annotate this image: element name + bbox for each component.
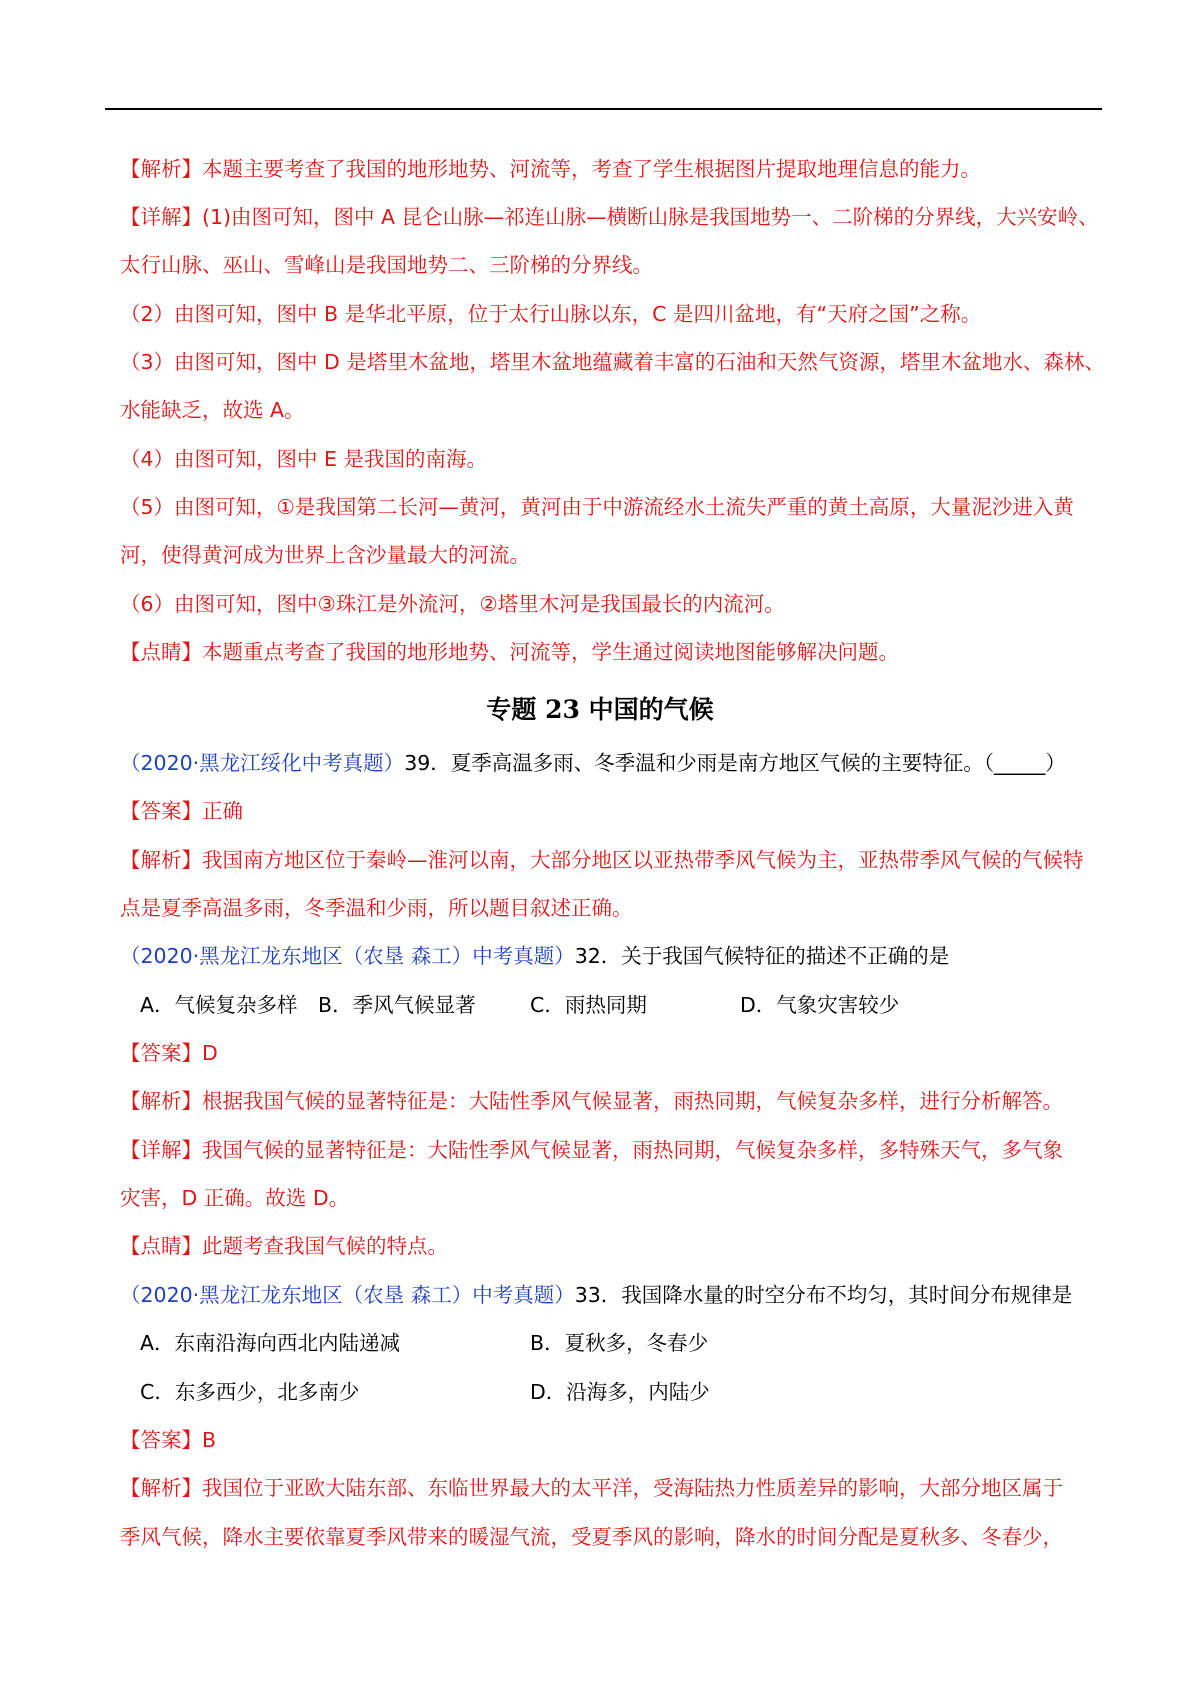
question-text: 33．我国降水量的时空分布不均匀，其时间分布规律是 (574, 1283, 1073, 1307)
question-source: （2020·黑龙江龙东地区（农垦 森工）中考真题） (120, 1283, 575, 1307)
analysis-line: 【解析】本题主要考查了我国的地形地势、河流等，考查了学生根据图片提取地理信息的能力。 (120, 157, 981, 181)
note-line: 【点睛】此题考查我国气候的特点。 (120, 1234, 448, 1258)
detail-line: （3）由图可知，图中 D 是塔里木盆地，塔里木盆地蕴藏着丰富的石油和天然气资源，塔里木盆地水、森林、 (120, 350, 1105, 374)
detail-line: （2）由图可知，图中 B 是华北平原，位于太行山脉以东，C 是四川盆地，有“天府之国”之称。 (120, 302, 982, 326)
option-c: C．东多西少，北多南少 (140, 1380, 360, 1404)
detail-line: 太行山脉、巫山、雪峰山是我国地势二、三阶梯的分界线。 (120, 253, 653, 277)
question-33 (120, 1281, 1072, 1309)
question-source: （2020·黑龙江龙东地区（农垦 森工）中考真题） (120, 944, 575, 968)
option-d: D．气象灾害较少 (740, 993, 900, 1017)
option-b: B．季风气候显著 (318, 993, 476, 1017)
option-d: D．沿海多，内陆少 (530, 1380, 710, 1404)
header-rule (105, 108, 1102, 110)
detail-line: 水能缺乏，故选 A。 (120, 398, 305, 422)
detail-line: 河，使得黄河成为世界上含沙量最大的河流。 (120, 543, 530, 567)
option-a: A．气候复杂多样 (140, 993, 298, 1017)
answer-line: 【答案】B (120, 1428, 217, 1452)
detail-line: 【详解】(1)由图可知，图中 A 昆仑山脉—祁连山脉—横断山脉是我国地势一、二阶梯的分界线，大兴安岭、 (120, 205, 1099, 229)
option-a: A．东南沿海向西北内陆递减 (140, 1331, 401, 1355)
question-32 (120, 942, 949, 970)
answer-line: 【答案】正确 (120, 799, 243, 823)
question-text: 32．关于我国气候特征的描述不正确的是 (574, 944, 950, 968)
section-title: 专题 23 中国的气候 (486, 695, 714, 724)
analysis-line: 【解析】我国位于亚欧大陆东部、东临世界最大的太平洋，受海陆热力性质差异的影响，大部分地区属于 (120, 1476, 1063, 1500)
option-c: C．雨热同期 (530, 993, 647, 1017)
question-source: （2020·黑龙江绥化中考真题） (120, 751, 405, 775)
detail-line: 【详解】我国气候的显著特征是：大陆性季风气候显著，雨热同期，气候复杂多样，多特殊天气，多气象 (120, 1138, 1063, 1162)
detail-line: （4）由图可知，图中 E 是我国的南海。 (120, 447, 488, 471)
question-39 (120, 749, 1066, 777)
detail-line: （6）由图可知，图中③珠江是外流河，②塔里木河是我国最长的内流河。 (120, 592, 785, 616)
analysis-line: 点是夏季高温多雨，冬季温和少雨，所以题目叙述正确。 (120, 896, 633, 920)
question-text: 39．夏季高温多雨、冬季温和少雨是南方地区气候的主要特征。（_____） (404, 751, 1066, 775)
detail-line: 灾害，D 正确。故选 D。 (120, 1186, 350, 1210)
answer-line: 【答案】D (120, 1041, 218, 1065)
analysis-line: 【解析】我国南方地区位于秦岭—淮河以南，大部分地区以亚热带季风气候为主，亚热带季风气候的气候特 (120, 848, 1084, 872)
analysis-line: 季风气候，降水主要依靠夏季风带来的暖湿气流，受夏季风的影响，降水的时间分配是夏秋多、冬春少， (120, 1525, 1063, 1549)
detail-line: （5）由图可知，①是我国第二长河—黄河，黄河由于中游流经水土流失严重的黄土高原，大量泥沙进入黄 (120, 495, 1074, 519)
option-b: B．夏秋多，冬春少 (530, 1331, 709, 1355)
analysis-line: 【解析】根据我国气候的显著特征是：大陆性季风气候显著，雨热同期，气候复杂多样，进行分析解答。 (120, 1089, 1063, 1113)
note-line: 【点睛】本题重点考查了我国的地形地势、河流等，学生通过阅读地图能够解决问题。 (120, 640, 899, 664)
